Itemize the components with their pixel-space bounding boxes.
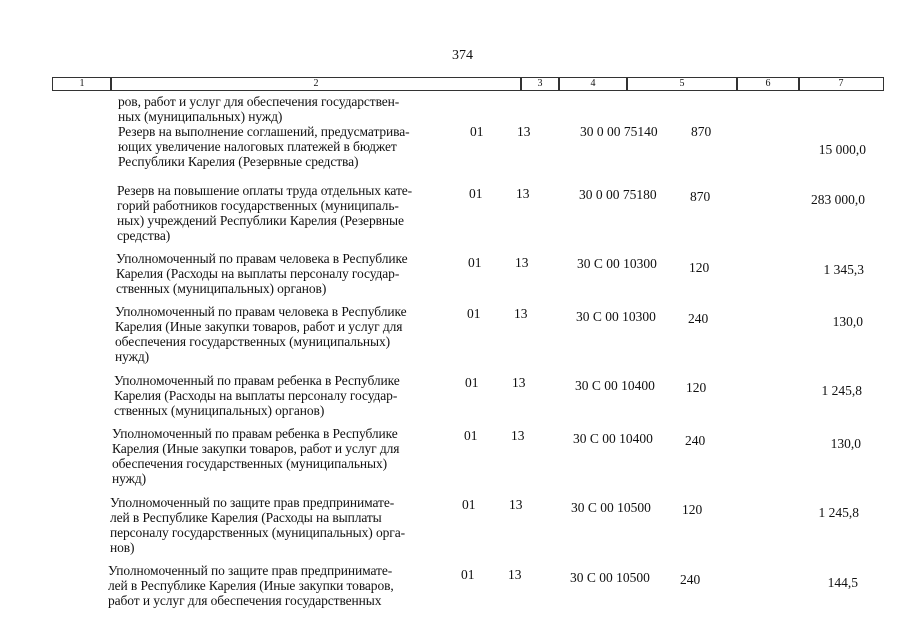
row-section: 01 xyxy=(464,428,478,443)
row-description: Уполномоченный по правам человека в Республике Карелия (Иные закупки товаров, работ и услуг для обеспечения государственных (муниципальных) нужд) xyxy=(115,304,407,364)
row-expense-type: 240 xyxy=(680,572,701,587)
row-section: 01 xyxy=(470,124,484,139)
header-col-3: 3 xyxy=(520,77,560,91)
row-description: Резерв на выполнение соглашений, предусматрива- ющих увеличение налоговых платежей в бюджет Республики Карелия (Резервные средства) xyxy=(118,124,410,169)
row-expense-type: 870 xyxy=(690,189,711,204)
row-expense-type: 870 xyxy=(691,124,712,139)
row-description: Уполномоченный по защите прав предпринимате- лей в Республике Карелия (Иные закупки товаров, работ и услуг для обеспечения государственных xyxy=(108,563,394,608)
row-section: 01 xyxy=(468,255,482,270)
row-section: 01 xyxy=(462,497,476,512)
header-col-1: 1 xyxy=(52,77,112,91)
header-col-4: 4 xyxy=(558,77,628,91)
continuation-text: ров, работ и услуг для обеспечения государствен- ных (муниципальных) нужд) xyxy=(118,94,400,124)
row-section: 01 xyxy=(469,186,483,201)
row-subsection: 13 xyxy=(514,306,528,321)
row-subsection: 13 xyxy=(508,567,522,582)
row-amount: 1 345,3 xyxy=(823,262,864,277)
row-target-code: 30 0 00 75180 xyxy=(579,187,657,202)
row-target-code: 30 С 00 10500 xyxy=(571,500,651,515)
row-expense-type: 240 xyxy=(685,433,706,448)
row-amount: 283 000,0 xyxy=(811,192,865,207)
row-subsection: 13 xyxy=(511,428,525,443)
row-description: Уполномоченный по защите прав предпринимате- лей в Республике Карелия (Расходы на выплаты персоналу государственных (муниципальных) орга- нов) xyxy=(110,495,405,555)
row-amount: 1 245,8 xyxy=(821,383,862,398)
row-target-code: 30 С 00 10400 xyxy=(575,378,655,393)
row-amount: 144,5 xyxy=(827,575,858,590)
row-target-code: 30 С 00 10500 xyxy=(570,570,650,585)
row-amount: 130,0 xyxy=(830,436,861,451)
row-target-code: 30 С 00 10300 xyxy=(577,256,657,271)
row-expense-type: 120 xyxy=(689,260,710,275)
row-section: 01 xyxy=(461,567,475,582)
row-expense-type: 120 xyxy=(682,502,703,517)
row-amount: 1 245,8 xyxy=(818,505,859,520)
row-target-code: 30 С 00 10400 xyxy=(573,431,653,446)
row-amount: 130,0 xyxy=(832,314,863,329)
row-description: Уполномоченный по правам ребенка в Республике Карелия (Иные закупки товаров, работ и услуг для обеспечения государственных (муниципальных) нужд) xyxy=(112,426,400,486)
row-subsection: 13 xyxy=(516,186,530,201)
row-section: 01 xyxy=(465,375,479,390)
header-col-6: 6 xyxy=(736,77,800,91)
row-expense-type: 240 xyxy=(688,311,709,326)
row-subsection: 13 xyxy=(517,124,531,139)
row-subsection: 13 xyxy=(512,375,526,390)
row-description: Резерв на повышение оплаты труда отдельных кате- горий работников государственных (муниципаль- ных) учреждений Республики Карелия (Резервные средства) xyxy=(117,183,413,243)
row-amount: 15 000,0 xyxy=(818,142,866,157)
row-subsection: 13 xyxy=(515,255,529,270)
row-target-code: 30 0 00 75140 xyxy=(580,124,658,139)
page-number: 374 xyxy=(452,48,473,63)
row-section: 01 xyxy=(467,306,481,321)
row-subsection: 13 xyxy=(509,497,523,512)
row-description: Уполномоченный по правам человека в Республике Карелия (Расходы на выплаты персоналу государ- ственных (муниципальных) органов) xyxy=(116,251,408,296)
header-col-2: 2 xyxy=(110,77,522,91)
row-expense-type: 120 xyxy=(686,380,707,395)
row-target-code: 30 С 00 10300 xyxy=(576,309,656,324)
table-header-row xyxy=(52,77,882,91)
header-col-5: 5 xyxy=(626,77,738,91)
row-description: Уполномоченный по правам ребенка в Республике Карелия (Расходы на выплаты персоналу государ- ственных (муниципальных) органов) xyxy=(114,373,400,418)
header-col-7: 7 xyxy=(798,77,884,91)
